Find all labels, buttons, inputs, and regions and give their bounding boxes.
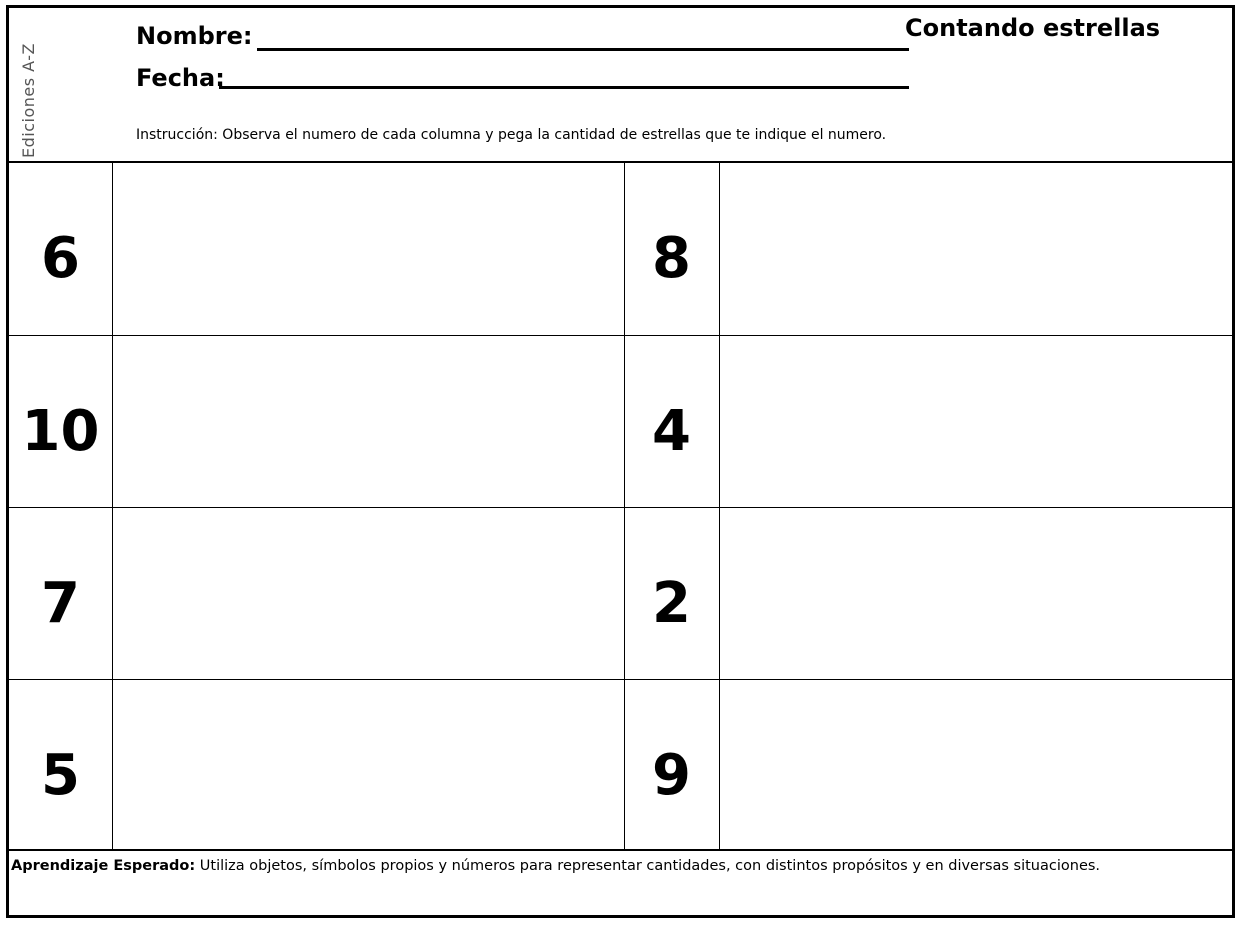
paste-area[interactable] [719, 163, 1232, 335]
worksheet [6, 5, 1235, 918]
column-divider [719, 163, 720, 849]
date-line[interactable] [219, 86, 909, 89]
grid-row [9, 679, 1232, 852]
number-cell: 10 [21, 398, 100, 464]
date-label: Fecha: [136, 64, 225, 92]
grid-row [9, 163, 1232, 335]
number-cell: 6 [41, 225, 80, 291]
instruction-text: Instrucción: Observa el numero de cada columna y pega la cantidad de estrellas que te indique el numero. [136, 127, 887, 143]
learning-outcome-text: Utiliza objetos, símbolos propios y números para representar cantidades, con distintos propósitos y en diversas situaciones. [195, 858, 1101, 874]
number-cell: 5 [41, 742, 80, 808]
number-cell: 8 [652, 225, 691, 291]
paste-area[interactable] [719, 680, 1232, 852]
learning-outcome-label: Aprendizaje Esperado: [11, 858, 196, 874]
number-cell: 9 [652, 742, 691, 808]
grid-row [9, 335, 1232, 508]
learning-outcome [11, 855, 1191, 877]
publisher-label: Ediciones A-Z [19, 43, 38, 158]
number-cell: 2 [652, 570, 691, 636]
column-divider [112, 163, 113, 849]
number-cell: 7 [41, 570, 80, 636]
paste-area[interactable] [112, 163, 624, 335]
counting-grid [9, 161, 1232, 851]
paste-area[interactable] [112, 336, 624, 508]
name-label: Nombre: [136, 22, 253, 50]
paste-area[interactable] [112, 508, 624, 680]
worksheet-title: Contando estrellas [905, 14, 1161, 42]
grid-row [9, 507, 1232, 680]
name-line[interactable] [257, 48, 909, 51]
paste-area[interactable] [719, 508, 1232, 680]
paste-area[interactable] [112, 680, 624, 852]
number-cell: 4 [652, 398, 691, 464]
paste-area[interactable] [719, 336, 1232, 508]
column-divider [624, 163, 625, 849]
